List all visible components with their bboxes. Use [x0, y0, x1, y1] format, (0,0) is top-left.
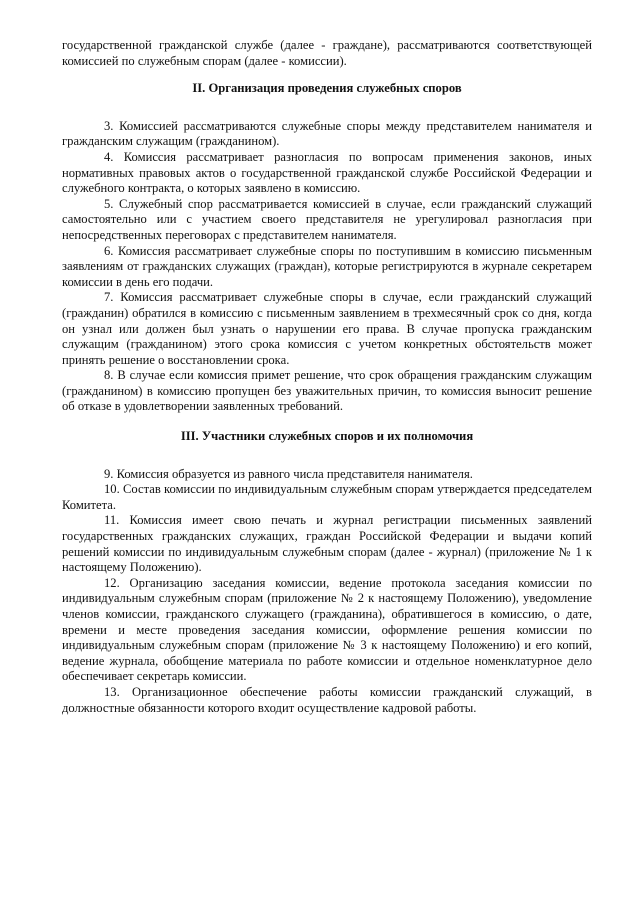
paragraph-5: 5. Служебный спор рассматривается комиссией в случае, если гражданский служащий самостоятельно или с участием своего представителя не урегулировал разногласия при непосредственных переговорах с представителем нанимателя. — [62, 196, 592, 242]
paragraph-10: 10. Состав комиссии по индивидуальным служебным спорам утверждается председателем Комитета. — [62, 482, 592, 512]
paragraph-9: 9. Комиссия образуется из равного числа представителя нанимателя. — [104, 466, 473, 481]
paragraph-8: 8. В случае если комиссия примет решение, что срок обращения гражданским служащим (гражданином) в комиссию пропущен без уважительных причин, то комиссия выносит решение об отказе в удовлетворении заявленных требований. — [62, 368, 592, 414]
section-3-heading: III. Участники служебных споров и их полномочия — [180, 429, 474, 444]
paragraph-7: 7. Комиссия рассматривает служебные споры в случае, если гражданский служащий (гражданин) обратился в комиссию с письменным заявлением в трехмесячный срок со дня, когда он узнал или должен был узнать о нарушении его права. В случае пропуска гражданским служащим (гражданином) этого срока комиссия с учетом конкретных обстоятельств может принять решение о восстановлении срока. — [62, 290, 592, 367]
paragraph-11: 11. Комиссия имеет свою печать и журнал регистрации письменных заявлений государственных гражданских служащих, граждан Российской Федерации и выдачи копий решений комиссии по индивидуальным служебным спорам (далее - журнал) (приложение № 1 к настоящему Положению). — [62, 513, 592, 575]
paragraph-12: 12. Организацию заседания комиссии, ведение протокола заседания комиссии по индивидуальным служебным спорам (приложение № 2 к настоящему Положению), уведомление членов комиссии, гражданского служащего (гражданина), обратившегося в комиссию, о дате, времени и месте проведения заседания комиссии, оформление решения комиссии по индивидуальным служебным спорам (приложение № 3 к настоящему Положению) и его копий, ведение журнала, обобщение материала по работе комиссии и отдельное номенклатурное дело обеспечивает секретарь комиссии. — [62, 575, 592, 684]
paragraph-13: 13. Организационное обеспечение работы комиссии гражданский служащий, в должностные обязанности которого входит осуществление кадровой работы. — [62, 684, 592, 715]
paragraph-4: 4. Комиссия рассматривает разногласия по вопросам применения законов, иных нормативных правовых актов о государственной гражданской службе Российской Федерации и служебного контракта, о которых заявлено в комиссию. — [62, 149, 592, 196]
document-page — [62, 38, 592, 716]
paragraph-3: 3. Комиссией рассматриваются служебные споры между представителем нанимателя и гражданским служащим (гражданином). — [62, 118, 592, 149]
intro-paragraph: государственной гражданской службе (далее - граждане), рассматриваются соответствующей комиссией по служебным спорам (далее - комиссии). — [62, 38, 592, 68]
paragraph-6: 6. Комиссия рассматривает служебные споры по поступившим в комиссию письменным заявлениям от гражданских служащих (граждан), которые регистрируются в журнале секретарем комиссии в день его подачи. — [62, 243, 592, 289]
section-2-heading: II. Организация проведения служебных споров — [192, 81, 462, 96]
